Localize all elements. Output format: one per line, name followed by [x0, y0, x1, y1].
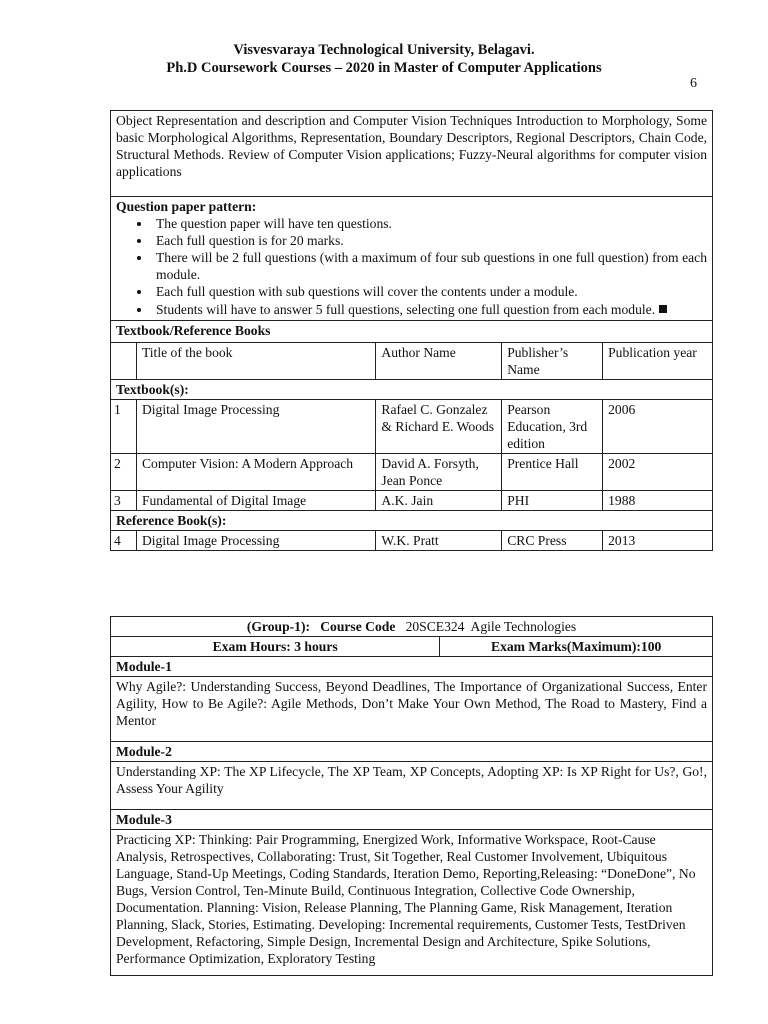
- book-publisher: Pearson Education, 3rd edition: [502, 400, 603, 454]
- book-author: W.K. Pratt: [376, 531, 502, 551]
- table-row: [111, 491, 713, 511]
- module-title: Module-1: [111, 657, 713, 677]
- qp-item-text: Students will have to answer 5 full questions, selecting one full question from each module.: [156, 302, 656, 317]
- qp-item: [152, 300, 707, 319]
- qp-item: • Each full question is for 20 marks.: [152, 232, 707, 249]
- book-publisher: PHI: [502, 491, 603, 511]
- header-num-cell: [111, 343, 137, 380]
- col-header-year: Publication year: [603, 343, 713, 380]
- course-code-label: Course Code: [320, 619, 396, 634]
- table-row: [111, 454, 713, 491]
- course-name: Agile Technologies: [470, 619, 577, 634]
- course-title: Ph.D Coursework Courses – 2020 in Master of Computer Applications: [166, 60, 602, 76]
- document-header: [0, 41, 768, 77]
- book-number: 1: [111, 400, 137, 454]
- course-table: [110, 616, 713, 976]
- book-year: 2002: [603, 454, 713, 491]
- course-code-row: [111, 617, 713, 637]
- book-title: Digital Image Processing: [136, 531, 375, 551]
- module-text: Understanding XP: The XP Lifecycle, The XP Team, XP Concepts, Adopting XP: Is XP Right for Us?, Go!, Assess Your Agility: [111, 762, 713, 810]
- book-year: 2006: [603, 400, 713, 454]
- book-title: Fundamental of Digital Image: [136, 491, 375, 511]
- qp-item: • The question paper will have ten questions.: [152, 215, 707, 232]
- university-title: Visvesvaraya Technological University, Belagavi.: [233, 42, 535, 58]
- qp-list: [116, 215, 707, 319]
- exam-hours: Exam Hours: 3 hours: [111, 637, 440, 657]
- module-content: Object Representation and description and Computer Vision Techniques Introduction to Morphology, Some basic Morphological Algorithms, Representation, Boundary Descriptors, Regional Descriptors, Chain Code, Structural Methods. Review of Computer Vision applications; Fuzzy-Neural algorithms for computer vision applications: [111, 111, 713, 197]
- reference-label: Reference Book(s):: [111, 511, 713, 531]
- syllabus-table: [110, 110, 713, 551]
- textbooks-label: Textbook(s):: [111, 380, 713, 400]
- page-number: 6: [690, 76, 697, 91]
- module-title: Module-2: [111, 742, 713, 762]
- exam-marks: Exam Marks(Maximum):100: [440, 637, 713, 657]
- book-year: 1988: [603, 491, 713, 511]
- book-title: Digital Image Processing: [136, 400, 375, 454]
- book-author: Rafael C. Gonzalez & Richard E. Woods: [376, 400, 502, 454]
- col-header-title: Title of the book: [136, 343, 375, 380]
- books-heading: Textbook/Reference Books: [111, 321, 713, 343]
- group-label: (Group-1):: [246, 619, 311, 634]
- table-row: [111, 531, 713, 551]
- table-row: [111, 400, 713, 454]
- question-paper-pattern: [111, 197, 713, 321]
- book-number: 4: [111, 531, 137, 551]
- col-header-author: Author Name: [376, 343, 502, 380]
- col-header-publisher: Publisher’s Name: [502, 343, 603, 380]
- module-text: Practicing XP: Thinking: Pair Programming, Energized Work, Informative Workspace, Root-Cause Analysis, Retrospectives, Collaborating: Trust, Sit Together, Real Customer Involvement, Ubiquitous Language, Stand-Up Meetings, Coding Standards, Iteration Demo, Reporting,Releasing: “DoneDone”, No Bugs, Version Control, Ten-Minute Build, Continuous Integration, Collective Code Ownership, Documentation. Planning: Vision, Release Planning, The Planning Game, Risk Management, Iteration Planning, Slack, Stories, Estimating. Developing: Incremental requirements, Customer Tests, TestDriven Development, Refactoring, Simple Design, Incremental Design and Architecture, Spike Solutions, Performance Optimization, Exploratory Testing: [111, 830, 713, 976]
- end-square-icon: [659, 305, 667, 313]
- book-publisher: Prentice Hall: [502, 454, 603, 491]
- book-year: 2013: [603, 531, 713, 551]
- course-code: 20SCE324: [405, 619, 465, 634]
- book-number: 2: [111, 454, 137, 491]
- book-author: David A. Forsyth, Jean Ponce: [376, 454, 502, 491]
- book-author: A.K. Jain: [376, 491, 502, 511]
- qp-item: • There will be 2 full questions (with a maximum of four sub questions in one full question) from each module.: [152, 249, 707, 283]
- book-number: 3: [111, 491, 137, 511]
- book-title: Computer Vision: A Modern Approach: [136, 454, 375, 491]
- module-text: Why Agile?: Understanding Success, Beyond Deadlines, The Importance of Organizational Success, Enter Agility, How to Be Agile?: Agile Methods, Don’t Make Your Own Method, The Road to Mastery, Find a Mentor: [111, 677, 713, 742]
- qp-title: Question paper pattern:: [116, 199, 257, 214]
- module-title: Module-3: [111, 810, 713, 830]
- book-publisher: CRC Press: [502, 531, 603, 551]
- qp-item: • Each full question with sub questions will cover the contents under a module.: [152, 283, 707, 300]
